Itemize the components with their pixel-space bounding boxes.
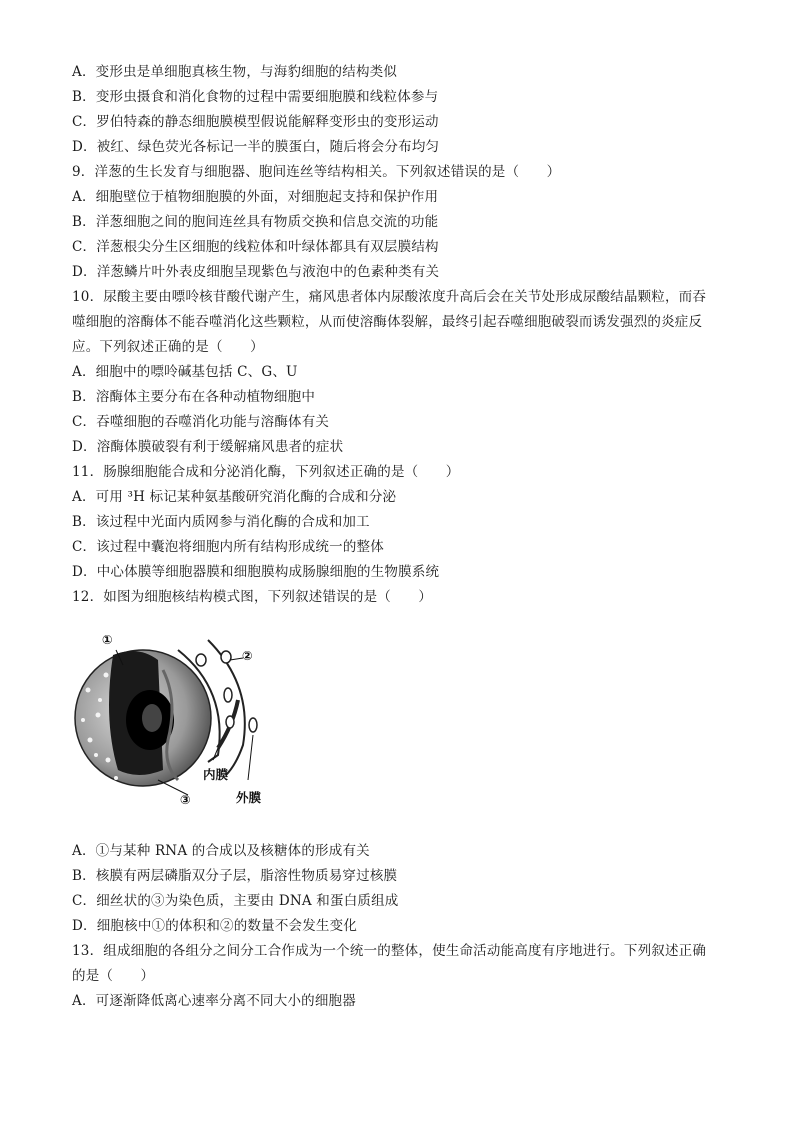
q9-option-c: C．洋葱根尖分生区细胞的线粒体和叶绿体都具有双层膜结构 — [72, 239, 439, 255]
question-13-line-1: 13．组成细胞的各组分之间分工合作成为一个统一的整体，使生命活动能高度有序地进行。下列叙述正确 — [72, 943, 707, 959]
q10-option-a: A．细胞中的嘌呤碱基包括 C、G、U — [72, 364, 298, 380]
q10-option-c: C．吞噬细胞的吞噬消化功能与溶酶体有关 — [72, 414, 330, 430]
q10-option-d: D．溶酶体膜破裂有利于缓解痛风患者的症状 — [72, 439, 344, 455]
nucleus-diagram — [68, 630, 283, 810]
q10-option-b: B．溶酶体主要分布在各种动植物细胞中 — [72, 389, 316, 405]
q12-option-c: C．细丝状的③为染色质，主要由 DNA 和蛋白质组成 — [72, 893, 399, 909]
q9-option-b: B．洋葱细胞之间的胞间连丝具有物质交换和信息交流的功能 — [72, 214, 439, 230]
label-3: ③ — [180, 792, 191, 807]
q11-option-d: D．中心体膜等细胞器膜和细胞膜构成肠腺细胞的生物膜系统 — [72, 564, 440, 580]
q9-option-d: D．洋葱鳞片叶外表皮细胞呈现紫色与液泡中的色素种类有关 — [72, 264, 440, 280]
question-10-line-3: 应。下列叙述正确的是（ ） — [72, 339, 264, 355]
q9-option-a: A．细胞壁位于植物细胞膜的外面，对细胞起支持和保护作用 — [72, 189, 439, 205]
q11-option-a: A．可用 ³H 标记某种氨基酸研究消化酶的合成和分泌 — [72, 489, 397, 505]
label-2: ② — [242, 648, 253, 663]
q11-option-b: B．该过程中光面内质网参与消化酶的合成和加工 — [72, 514, 370, 530]
q12-option-b: B．核膜有两层磷脂双分子层，脂溶性物质易穿过核膜 — [72, 868, 398, 884]
q12-option-a: A．①与某种 RNA 的合成以及核糖体的形成有关 — [72, 843, 370, 859]
question-12: 12．如图为细胞核结构模式图，下列叙述错误的是（ ） — [72, 589, 433, 605]
question-10-line-2: 噬细胞的溶酶体不能吞噬消化这些颗粒，从而使溶酶体裂解，最终引起吞噬细胞破裂而诱发强烈的炎症反 — [72, 314, 703, 330]
option-b-amoeba: B．变形虫摄食和消化食物的过程中需要细胞膜和线粒体参与 — [72, 89, 439, 105]
q11-option-c: C．该过程中囊泡将细胞内所有结构形成统一的整体 — [72, 539, 384, 555]
question-10-line-1: 10．尿酸主要由嘌呤核苷酸代谢产生，痛风患者体内尿酸浓度升高后会在关节处形成尿酸结晶颗粒，而吞 — [72, 289, 707, 305]
question-9: 9．洋葱的生长发育与细胞器、胞间连丝等结构相关。下列叙述错误的是（ ） — [72, 164, 561, 180]
inner-membrane-label: 内膜 — [203, 767, 229, 782]
label-1: ① — [102, 632, 113, 647]
question-13-line-2: 的是（ ） — [72, 968, 155, 984]
q12-option-d: D．细胞核中①的体积和②的数量不会发生变化 — [72, 918, 358, 934]
option-c-amoeba: C．罗伯特森的静态细胞膜模型假说能解释变形虫的变形运动 — [72, 114, 439, 130]
option-d-amoeba: D．被红、绿色荧光各标记一半的膜蛋白，随后将会分布均匀 — [72, 139, 440, 155]
option-a-amoeba: A．变形虫是单细胞真核生物，与海豹细胞的结构类似 — [72, 64, 398, 80]
question-11: 11．肠腺细胞能合成和分泌消化酶，下列叙述正确的是（ ） — [72, 464, 460, 480]
outer-membrane-label: 外膜 — [236, 790, 262, 805]
q13-option-a: A．可逐渐降低离心速率分离不同大小的细胞器 — [72, 993, 356, 1009]
